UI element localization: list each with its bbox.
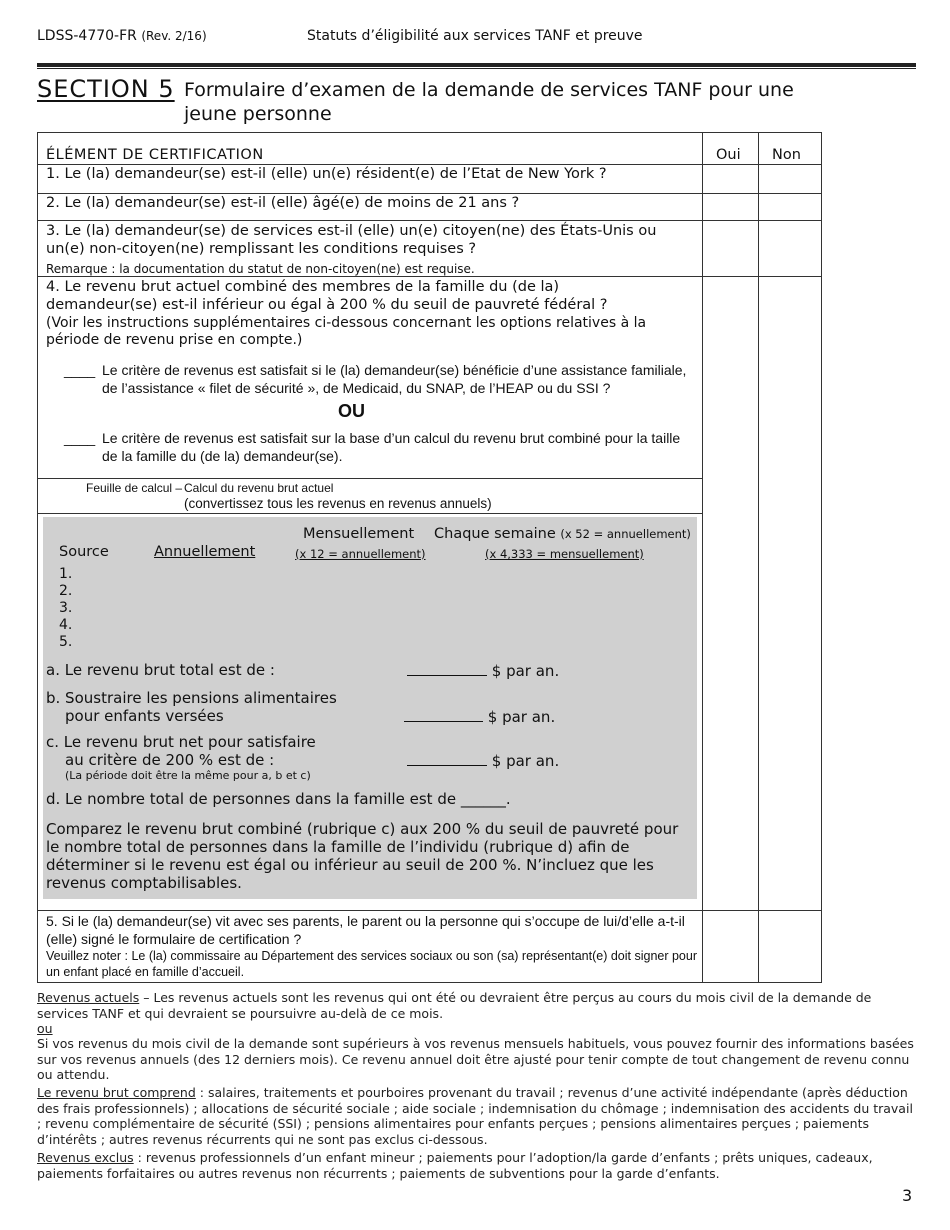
line-d: d. Le nombre total de personnes dans la famille est de ______. [46, 790, 511, 808]
excluded-income-definition: : revenus professionnels d’un enfant mineur ; paiements pour l’adoption/la garde d’enfants ; prêts uniques, cadeaux, paiements forfaitaires ou autres revenus non récurrents ; paiements de subventions pour la garde d’enfants. [37, 1150, 873, 1181]
q3-oui-cell[interactable] [703, 221, 758, 276]
question-2: 2. Le (la) demandeur(se) est-il (elle) âgé(e) de moins de 21 ans ? [46, 195, 520, 211]
worksheet-subtitle: (convertissez tous les revenus en revenus annuels) [184, 496, 492, 511]
question-3-note: Remarque : la documentation du statut de non-citoyen(ne) est requise. [46, 262, 475, 276]
question-3: 3. Le (la) demandeur(se) de services est-il (elle) un(e) citoyen(ne) des États-Unis ou un(e) non-citoyen(ne) remplissant les conditions requises ? [46, 223, 657, 257]
note-current-income [37, 990, 917, 1021]
col-header-element: ÉLÉMENT DE CERTIFICATION [46, 147, 264, 163]
section-label: SECTION 5 [37, 75, 175, 103]
header-rule-thin [37, 68, 916, 69]
q3-non-cell[interactable] [759, 221, 821, 276]
q4-non-cell[interactable] [759, 277, 821, 910]
col-source: Source [59, 544, 109, 560]
term-excluded-income: Revenus exclus [37, 1150, 134, 1165]
line-a-input[interactable] [407, 661, 487, 676]
compare-note: N’incluez que les revenus comptabilisables. [46, 856, 654, 892]
q2-non-cell[interactable] [759, 194, 821, 220]
col-annual: Annuellement [154, 544, 256, 560]
option-2-blank[interactable]: ____ [64, 430, 96, 446]
col-monthly: Mensuellement [303, 526, 415, 542]
line-a-field [407, 661, 559, 680]
line-c-input[interactable] [407, 751, 487, 766]
section-title: Formulaire d’examen de la demande de services TANF pour une jeune personne [184, 79, 794, 125]
form-id [37, 28, 207, 44]
option-1-text: Le critère de revenus est satisfait si le (la) demandeur(se) bénéficie d’une assistance familiale, de l’assistance « filet de sécurité », de Medicaid, du SNAP, de l’HEAP ou du SSI ? [102, 362, 687, 396]
source-row[interactable]: 5. [59, 634, 73, 650]
line-c-label-2: au critère de 200 % est de : [65, 751, 275, 769]
certification-table [37, 132, 822, 983]
line-a-unit: $ par an. [491, 662, 560, 680]
q2-oui-cell[interactable] [703, 194, 758, 220]
source-row[interactable]: 2. [59, 583, 73, 599]
line-b-field [404, 707, 555, 726]
q5-oui-cell[interactable] [703, 911, 758, 982]
line-b-label-2: pour enfants versées [65, 707, 224, 725]
line-c-note: (La période doit être la même pour a, b et c) [65, 769, 311, 782]
q5-non-cell[interactable] [759, 911, 821, 982]
question-4: 4. Le revenu brut actuel combiné des membres de la famille du (de la) demandeur(se) est-il inférieur ou égal à 200 % du seuil de pauvreté fédéral ? [46, 279, 608, 313]
current-income-definition: – Les revenus actuels sont les revenus qui ont été ou devraient être perçus au cours du mois civil de la demande de services TANF et qui devraient se poursuivre au-delà de ce mois. [37, 990, 872, 1021]
header-title: Statuts d’éligibilité aux services TANF et preuve [307, 28, 643, 44]
line-c-label-1: c. Le revenu brut net pour satisfaire [46, 733, 316, 751]
q1-non-cell[interactable] [759, 165, 821, 193]
col-monthly-sub: (x 12 = annuellement) [295, 547, 426, 561]
or-separator: OU [338, 401, 365, 421]
option-1-blank[interactable]: ____ [64, 362, 96, 378]
form-revision: (Rev. 2/16) [141, 29, 207, 43]
question-1: 1. Le (la) demandeur(se) est-il (elle) un(e) résident(e) de l’Etat de New York ? [46, 166, 607, 182]
note-gross-income [37, 1085, 917, 1147]
question-5-note: Veuillez noter : Le (la) commissaire au Département des services sociaux ou son (sa) représentant(e) doit signer pour un enfant placé en famille d’accueil. [46, 949, 698, 979]
line-b-input[interactable] [404, 707, 483, 722]
term-gross-income: Le revenu brut comprend [37, 1085, 196, 1100]
source-row[interactable]: 3. [59, 600, 73, 616]
note-or: ou [37, 1021, 53, 1036]
compare-text: Comparez le revenu brut combiné (rubrique c) aux 200 % du seuil de pauvreté pour le nombre total de personnes dans la famille de l’individu (rubrique d) afin de déterminer si le revenu est égal ou inférieur au seuil de 200 %. [46, 820, 679, 874]
line-a-label: a. Le revenu brut total est de : [46, 661, 275, 679]
compare-instructions [46, 820, 696, 892]
option-2-text: Le critère de revenus est satisfait sur la base d’un calcul du revenu brut combiné pour la taille de la famille du (de la) demandeur(se). [102, 430, 681, 464]
question-4-instructions: (Voir les instructions supplémentaires ci-dessous concernant les options relatives à la période de revenu prise en compte.) [46, 315, 647, 348]
line-c-unit: $ par an. [491, 752, 560, 770]
term-current-income: Revenus actuels [37, 990, 140, 1005]
worksheet-label: Feuille de calcul – [86, 481, 183, 495]
row-divider [38, 478, 702, 479]
form-number: LDSS-4770-FR [37, 28, 137, 44]
income-worksheet [43, 517, 697, 899]
note-excluded-income [37, 1150, 917, 1181]
col-weekly-sub: (x 4,333 = mensuellement) [485, 547, 644, 561]
q4-oui-cell[interactable] [703, 277, 758, 910]
q1-oui-cell[interactable] [703, 165, 758, 193]
line-b-label-1: b. Soustraire les pensions alimentaires [46, 689, 337, 707]
question-5: 5. Si le (la) demandeur(se) vit avec ses parents, le parent ou la personne qui s’occupe de lui/d’elle a-t-il (elle) signé le formulaire de certification ? [46, 913, 685, 947]
note-annual-income: Si vos revenus du mois civil de la demande sont supérieurs à vos revenus mensuels habituels, vous pouvez fournir des informations basées sur vos revenus annuels (des 12 derniers mois). Ce revenu annuel doit être ajusté pour tenir compte de tout changement de revenu connu ou attendu. [37, 1036, 914, 1082]
row-divider [38, 513, 702, 514]
header-rule-thick [37, 63, 916, 67]
source-rows [59, 566, 72, 651]
page-number: 3 [902, 1186, 913, 1205]
col-header-oui: Oui [716, 147, 741, 163]
col-weekly-note: (x 52 = annuellement) [560, 527, 691, 541]
col-header-non: Non [772, 147, 801, 163]
source-row[interactable]: 4. [59, 617, 73, 633]
gross-income-definition: : salaires, traitements et pourboires provenant du travail ; revenus d’une activité indépendante (après déduction des frais professionnels) ; allocations de sécurité sociale ; aide sociale ; indemnisation du chômage ; indemnisation des accidents du travail ; revenu complémentaire de sécurité (SSI) ; pensions alimentaires pour enfants perçues ; pensions alimentaires perçues ; paiements d’intérêts ; autres revenus récurrents qui ne sont pas exclus ci-dessous. [37, 1085, 913, 1147]
col-weekly [434, 525, 691, 543]
worksheet-title: Calcul du revenu brut actuel [184, 481, 334, 495]
source-row[interactable]: 1. [59, 566, 73, 582]
line-c-field [407, 751, 559, 770]
col-weekly-label: Chaque semaine [434, 526, 556, 542]
line-b-unit: $ par an. [487, 708, 556, 726]
